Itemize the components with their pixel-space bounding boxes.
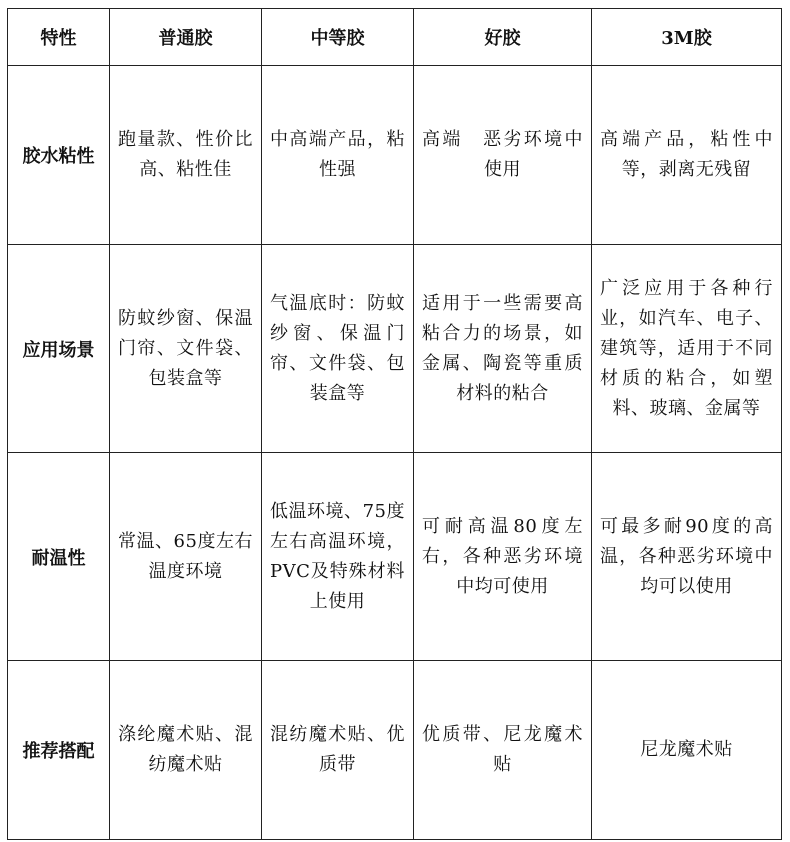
comparison-table [7,8,782,840]
row-label: 推荐搭配 [8,661,110,840]
table-cell: 常温、65度左右温度环境 [110,453,262,661]
header-row [8,9,782,66]
table-row [8,453,782,661]
row-label: 耐温性 [8,453,110,661]
table-cell: 气温底时：防蚊纱窗、保温门帘、文件袋、包装盒等 [262,245,414,453]
header-3m-glue: 3M胶 [592,9,782,66]
table-cell: 跑量款、性价比高、粘性佳 [110,66,262,245]
table-cell: 高端产品，粘性中等，剥离无残留 [592,66,782,245]
table-row [8,66,782,245]
header-regular-glue: 普通胶 [110,9,262,66]
table-cell: 高端 恶劣环境中使用 [414,66,592,245]
table-cell: 防蚊纱窗、保温门帘、文件袋、包装盒等 [110,245,262,453]
header-medium-glue: 中等胶 [262,9,414,66]
table-cell: 适用于一些需要高粘合力的场景，如金属、陶瓷等重质材料的粘合 [414,245,592,453]
header-feature: 特性 [8,9,110,66]
table-cell: 广泛应用于各种行业，如汽车、电子、建筑等，适用于不同材质的粘合，如塑料、玻璃、金属等 [592,245,782,453]
table-row [8,245,782,453]
table-cell: 涤纶魔术贴、混纺魔术贴 [110,661,262,840]
row-label: 应用场景 [8,245,110,453]
table-cell: 中高端产品，粘性强 [262,66,414,245]
header-good-glue: 好胶 [414,9,592,66]
row-label: 胶水粘性 [8,66,110,245]
table-cell: 优质带、尼龙魔术贴 [414,661,592,840]
table-cell: 混纺魔术贴、优质带 [262,661,414,840]
table-cell: 可最多耐90度的高温，各种恶劣环境中均可以使用 [592,453,782,661]
table-cell: 低温环境、75度左右高温环境，PVC及特殊材料上使用 [262,453,414,661]
table-cell: 可耐高温80度左右，各种恶劣环境中均可使用 [414,453,592,661]
table-cell: 尼龙魔术贴 [592,661,782,840]
table-row [8,661,782,840]
